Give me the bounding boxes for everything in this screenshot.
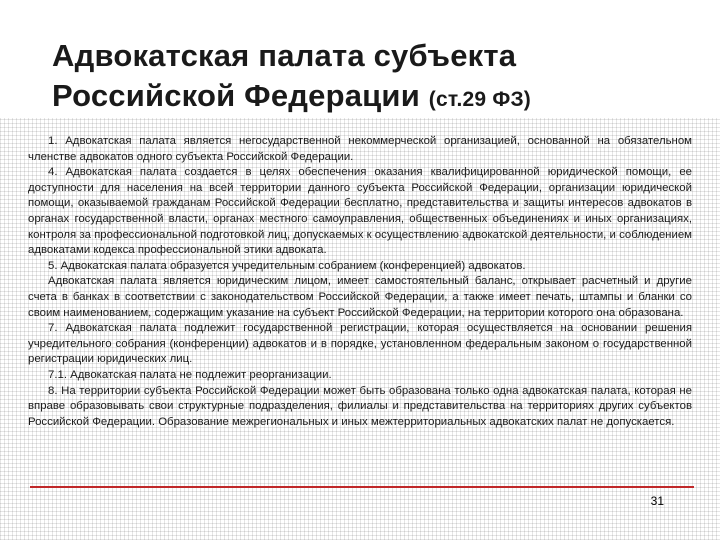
paragraph-4: 4. Адвокатская палата создается в целях обеспечения оказания квалифицированной юридической помощи, ее доступности для населения на всей территории данного субъекта Российской Федерации, организации юридической помощи, оказываемой гражданам Российской Федерации бесплатно, представительства и защиты интересов адвокатов в органах государственной власти, органах местного самоуправления, общественных объединениях и иных организациях, контроля за профессиональной подготовкой лиц, допускаемых к осуществлению адвокатской деятельности, и соблюдением адвокатами кодекса профессиональной этики адвоката. [28,166,692,257]
paragraph-8: 8. На территории субъекта Российской Федерации может быть образована только одна адвокатская палата, которая не вправе образовывать свои структурные подразделения, филиалы и представительства на территориях других субъектов Российской Федерации. Образование межрегиональных и иных межтерриториальных адвокатских палат не допускается. [28,384,692,428]
paragraph-7: 7. Адвокатская палата подлежит государственной регистрации, которая осуществляется на основании решения учредительного собрания (конференции) адвокатов и в порядке, установленном федеральным законом о государственной регистрации юридических лиц. [28,322,692,366]
paragraph-1: 1. Адвокатская палата является негосударственной некоммерческой организацией, основанной на обязательном членстве адвокатов одного субъекта Российской Федерации. [28,135,692,163]
paragraph-legal-entity: Адвокатская палата является юридическим лицом, имеет самостоятельный баланс, открывает расчетный и другие счета в банках в соответствии с законодательством Российской Федерации, а также имеет печать, штампы и бланки со своим наименованием, содержащим указание на субъект Российской Федерации, на территории которого она образована. [28,275,692,319]
slide-title [52,36,692,120]
slide-body [28,134,692,488]
paragraph-7-1: 7.1. Адвокатская палата не подлежит реорганизации. [48,368,332,381]
title-area [0,0,720,118]
paragraph-5: 5. Адвокатская палата образуется учредительным собранием (конференцией) адвокатов. [48,259,526,272]
slide-title-main: Адвокатская палата субъекта Российской Федерации [52,38,517,113]
slide-title-sub: (ст.29 ФЗ) [428,88,531,111]
footer-divider [30,486,694,488]
page-number: 31 [650,494,664,508]
